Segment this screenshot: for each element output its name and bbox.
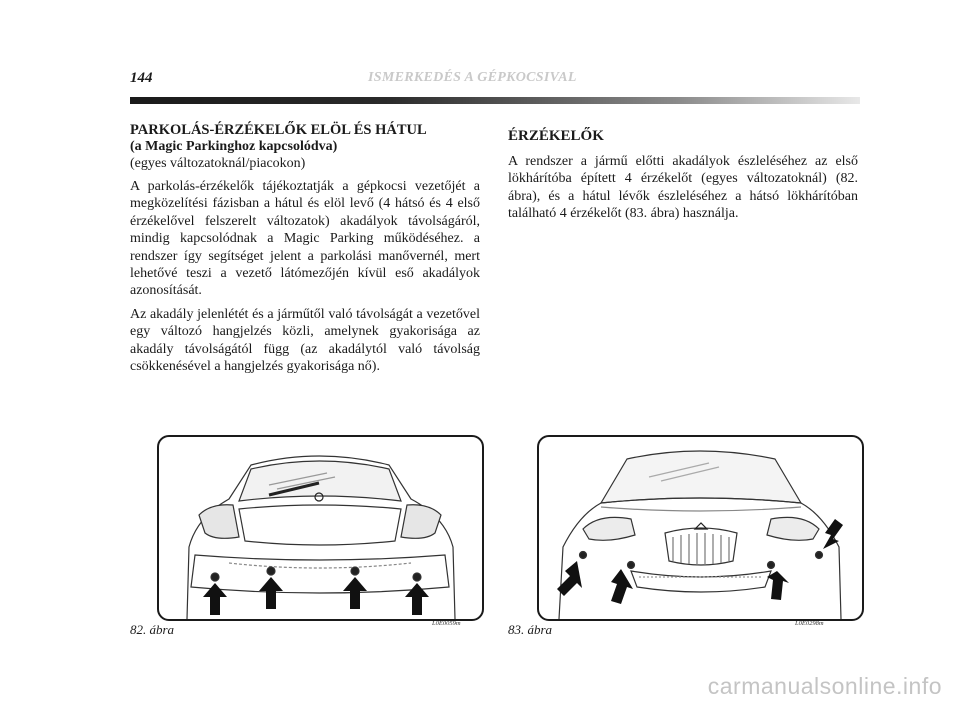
- figure-82: [157, 435, 484, 621]
- section-title: PARKOLÁS-ÉRZÉKELŐK ELÖL ÉS HÁTUL: [130, 122, 427, 138]
- paragraph: A rendszer a jármű előtti akadályok észleléséhez az első lökhárítóba épített 4 érzékelőt (egyes változatoknál) (82. ábra), és a hátul lévők észleléséhez a hátsó lökhárítóban található 4 érzékelőt (83. ábra) használja.: [508, 154, 858, 222]
- car-rear-sensors-illustration: [159, 437, 482, 619]
- paragraph: A parkolás-érzékelők tájékoztatják a gépkocsi vezetőjét a megközelítési fázisban a hátul és elöl levő (4 hátsó és 4 első érzékelővel felszerelt változatok) akadályok távolságáról, mindig kapcsolódnak a Magic Parking működéséhez. a rendszer így segítséget jelent a parkolási manővernél, mert lehetővé teszi a vezető látómezőjén kívül eső akadályok azonosítását.: [130, 179, 480, 299]
- watermark: carmanualsonline.info: [707, 673, 942, 699]
- car-front-sensors-illustration: [539, 437, 862, 619]
- section-subtitle: (a Magic Parkinghoz kapcsolódva): [130, 139, 338, 154]
- right-column: [508, 122, 858, 229]
- figure-82-code: L0E0059m: [432, 620, 461, 627]
- figure-83-caption: 83. ábra: [508, 622, 553, 637]
- figure-83-code: L0E0298m: [795, 620, 824, 627]
- left-column: [130, 122, 480, 381]
- page-number: 144: [130, 70, 153, 86]
- paragraph: Az akadály jelenlétét és a járműtől való távolságát a vezetővel egy változó hangjelzés közli, amelynek gyakorisága az akadály távolságától függ (az akadálytól való távolság csökkenésével a hangjelzés gyakorisága nő).: [130, 306, 480, 375]
- figure-82-caption: 82. ábra: [130, 622, 175, 637]
- sensors-title: ÉRZÉKELŐK: [508, 128, 604, 144]
- section-subnote: (egyes változatoknál/piacokon): [130, 156, 306, 171]
- header-rule: [130, 97, 860, 104]
- running-title: ISMERKEDÉS A GÉPKOCSIVAL: [368, 70, 577, 85]
- figure-83: [537, 435, 864, 621]
